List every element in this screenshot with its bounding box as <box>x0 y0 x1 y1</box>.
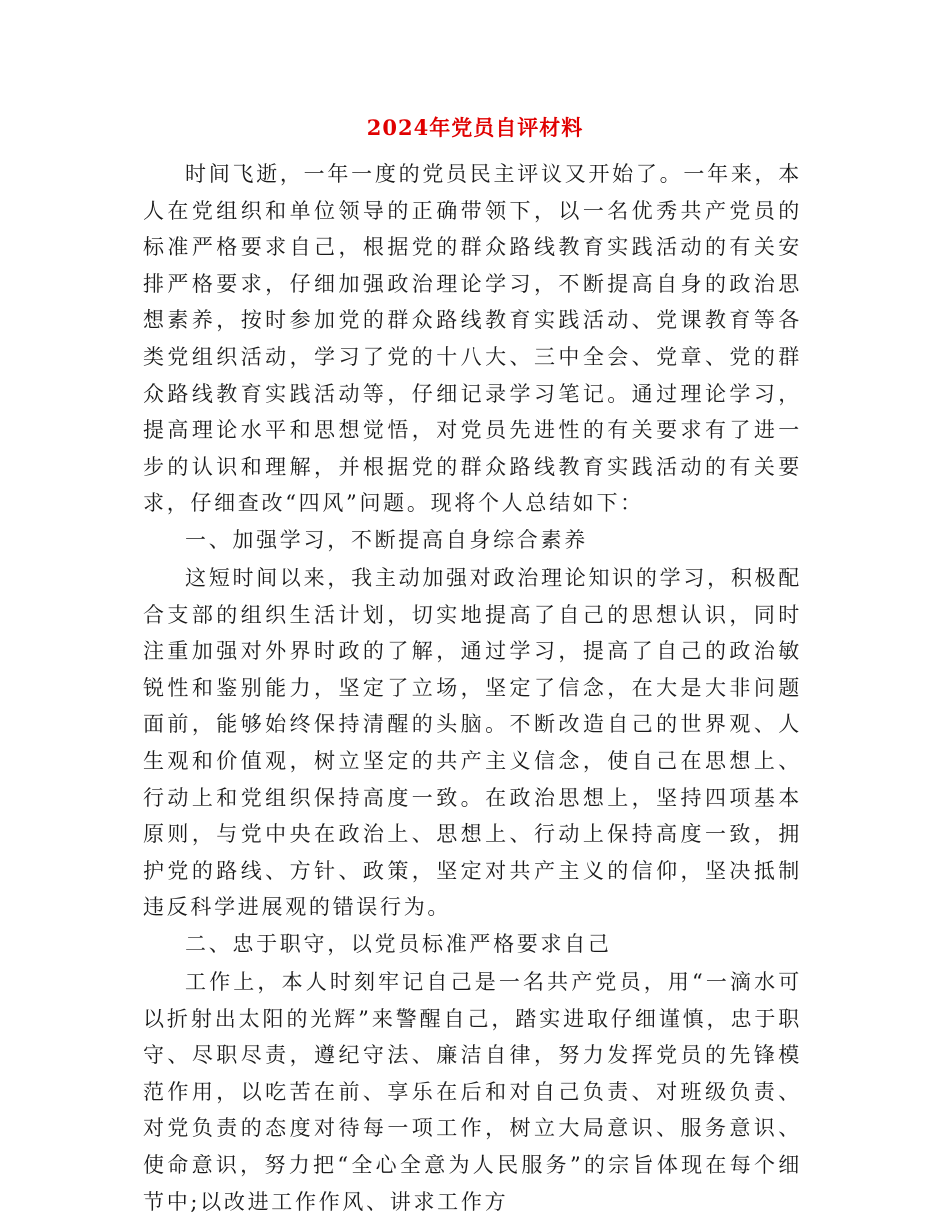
intro-paragraph: 时间飞逝，一年一度的党员民主评议又开始了。一年来，本人在党组织和单位领导的正确带领下，以一名优秀共产党员的标准严格要求自己，根据党的群众路线教育实践活动的有关安排严格要求，仔细加强政治理论学习，不断提高自身的政治思想素养，按时参加党的群众路线教育实践活动、党课教育等各类党组织活动，学习了党的十八大、三中全会、党章、党的群众路线教育实践活动等，仔细记录学习笔记。通过理论学习，提高理论水平和思想觉悟，对党员先进性的有关要求有了进一步的认识和理解，并根据党的群众路线教育实践活动的有关要求，仔细查改“四风”问题。现将个人总结如下： <box>143 162 802 516</box>
section-heading-1: 一、加强学习，不断提高自身综合素养 <box>185 527 588 552</box>
section-2-paragraph: 工作上，本人时刻牢记自己是一名共产党员，用“一滴水可以折射出太阳的光辉”来警醒自己，踏实进取仔细谨慎，忠于职守、尽职尽责，遵纪守法、廉洁自律，努力发挥党员的先锋模范作用，以吃苦在前、享乐在后和对自己负责、对班级负责、对党负责的态度对待每一项工作，树立大局意识、服务意识、使命意识，努力把“全心全意为人民服务”的宗旨体现在每个细节中;以改进工作作风、讲求工作方 <box>143 970 802 1214</box>
document-title: 2024年党员自评材料 <box>366 115 584 140</box>
section-1-paragraph: 这短时间以来，我主动加强对政治理论知识的学习，积极配合支部的组织生活计划，切实地提高了自己的思想认识，同时注重加强对外界时政的了解，通过学习，提高了自己的政治敏锐性和鉴别能力，坚定了立场，坚定了信念，在大是大非问题面前，能够始终保持清醒的头脑。不断改造自己的世界观、人生观和价值观，树立坚定的共产主义信念，使自己在思想上、行动上和党组织保持高度一致。在政治思想上，坚持四项基本原则，与党中央在政治上、思想上、行动上保持高度一致，拥护党的路线、方针、政策，坚定对共产主义的信仰，坚决抵制违反科学进展观的错误行为。 <box>143 566 802 920</box>
section-heading-2: 二、忠于职守，以党员标准严格要求自己 <box>185 931 612 956</box>
document-body <box>143 156 802 1220</box>
